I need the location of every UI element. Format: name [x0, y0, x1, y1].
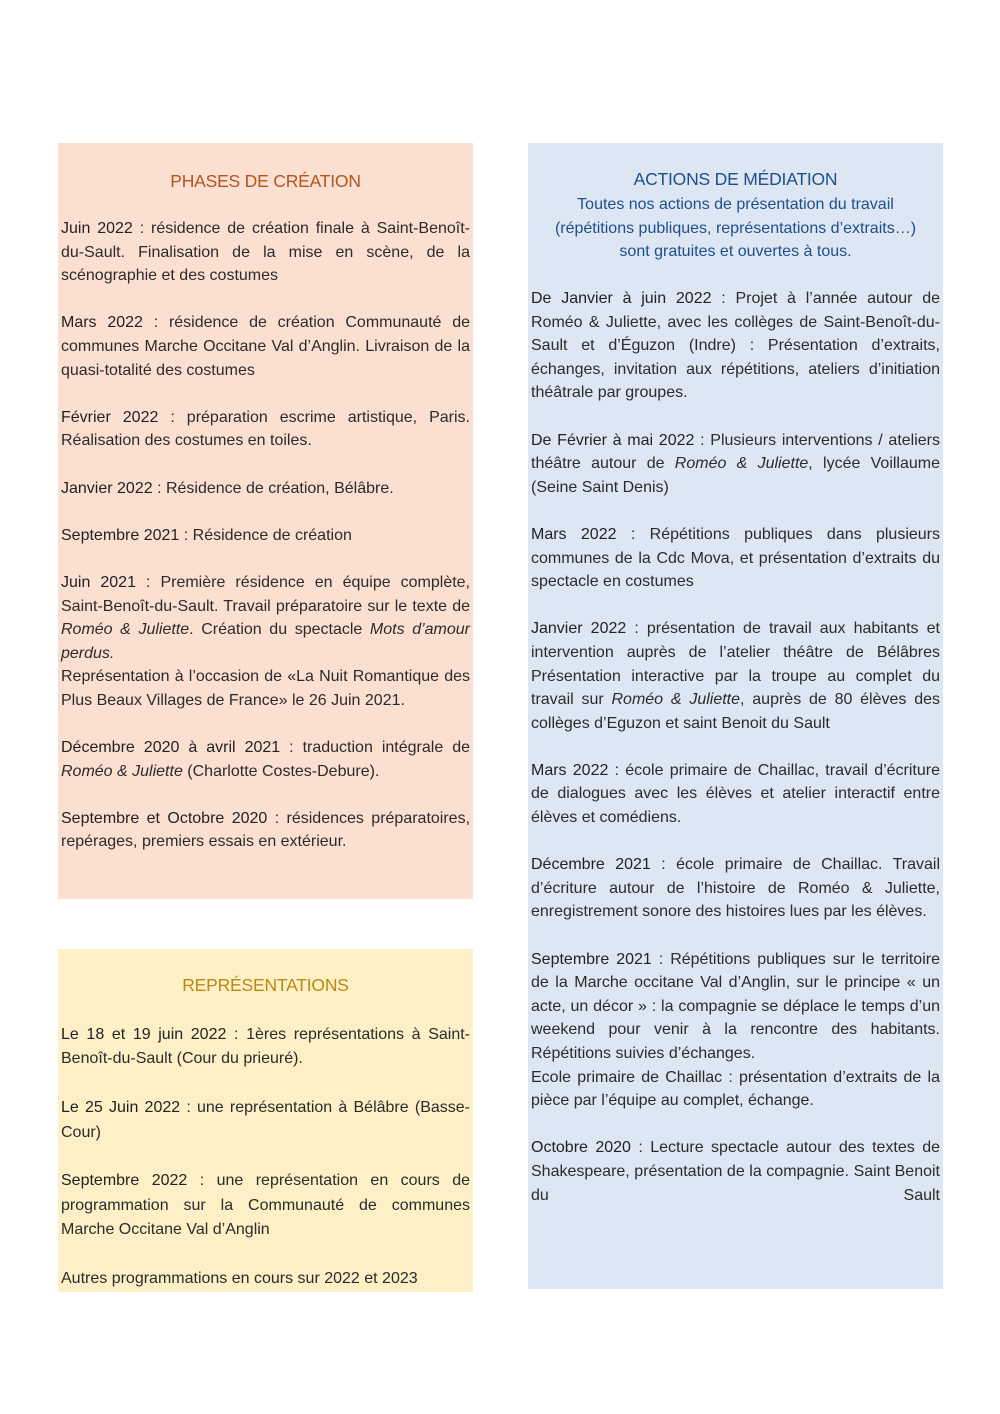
representations-title: REPRÉSENTATIONS: [182, 975, 349, 995]
representations-panel: [58, 949, 473, 1292]
creation-phases-panel: [58, 143, 473, 899]
mediation-entry: De Janvier à juin 2022 : Projet à l’année autour de Roméo & Juliette, avec les collèges de Saint-Benoît-du-Sault et d’Éguzon (Indre) : Présentation d’extraits, échanges, invitation aux répétitions, ateliers d’initiation théâtrale par groupes.: [531, 290, 940, 402]
mediation-entries: [531, 287, 940, 1231]
mediation-subtitle: Toutes nos actions de présentation du travail (répétitions publiques, représentations d’extraits…) sont gratuites et ouvertes à tous.: [554, 196, 917, 260]
creation-entry: Septembre 2021 : Résidence de création: [61, 526, 352, 544]
creation-entries: [61, 217, 470, 878]
mediation-entry: Octobre 2020 : Lecture spectacle autour des textes de Shakespeare, présentation de la compagnie. Saint Benoit du Sault: [531, 1139, 940, 1204]
creation-entry-continuation: Représentation à l’occasion de «La Nuit Romantique des Plus Beaux Villages de France» le 26 Juin 2021.: [61, 668, 470, 709]
mediation-entry-continuation: Ecole primaire de Chaillac : présentation d’extraits de la pièce par l’équipe au complet, échange.: [531, 1068, 940, 1110]
representation-entry: Septembre 2022 : une représentation en cours de programmation sur la Communauté de communes Marche Occitane Val d’Anglin: [61, 1172, 470, 1239]
mediation-entry: Mars 2022 : Répétitions publiques dans plusieurs communes de la Cdc Mova, et présentation d’extraits du spectacle en costumes: [531, 525, 941, 591]
representation-entry: Autres programmations en cours sur 2022 et 2023: [61, 1270, 418, 1288]
creation-entry: Février 2022 : préparation escrime artistique, Paris. Réalisation des costumes en toiles.: [61, 408, 470, 450]
representations-entries: [61, 1023, 470, 1316]
mediation-entry: Décembre 2021 : école primaire de Chaillac. Travail d’écriture autour de l’histoire de Roméo & Juliette, enregistrement sonore des histoires lues par les élèves.: [531, 856, 941, 921]
creation-title: PHASES DE CRÉATION: [170, 171, 361, 191]
mediation-panel: [528, 143, 943, 1289]
creation-entry: Juin 2022 : résidence de création finale à Saint-Benoît-du-Sault. Finalisation de la mise en scène, de la scénographie et des costumes: [61, 220, 471, 285]
mediation-entry: De Février à mai 2022 : Plusieurs interventions / ateliers théâtre autour de Roméo & Juliette, lycée Voillaume (Seine Saint Denis): [531, 431, 941, 496]
representation-entry: Le 18 et 19 juin 2022 : 1ères représentations à Saint-Benoît-du-Sault (Cour du prieuré).: [61, 1026, 470, 1068]
representation-entry: Le 25 Juin 2022 : une représentation à Bélâbre (Basse-Cour): [61, 1099, 470, 1141]
creation-entry: Juin 2021 : Première résidence en équipe complète, Saint-Benoît-du-Sault. Travail préparatoire sur le texte de Roméo & Juliette. Création du spectacle Mots d’amour perdus.: [61, 573, 471, 662]
mediation-title: ACTIONS DE MÉDIATION: [633, 169, 838, 189]
creation-entry: Décembre 2020 à avril 2021 : traduction intégrale de Roméo & Juliette (Charlotte Costes-Debure).: [61, 739, 470, 780]
creation-entry: Janvier 2022 : Résidence de création, Bélâbre.: [61, 479, 394, 497]
mediation-entry: Janvier 2022 : présentation de travail aux habitants et intervention auprès de l’atelier théâtre de Bélâbres Présentation interactive par la troupe au complet du travail sur Roméo & Juliette, auprès de 80 élèves des collèges d’Eguzon et saint Benoit du Sault: [531, 620, 941, 732]
creation-entry: Mars 2022 : résidence de création Communauté de communes Marche Occitane Val d’Anglin. Livraison de la quasi-totalité des costumes: [61, 314, 471, 379]
mediation-entry: Mars 2022 : école primaire de Chaillac, travail d’écriture de dialogues avec les élèves et atelier interactif entre élèves et comédiens.: [531, 761, 941, 827]
mediation-entry: Septembre 2021 : Répétitions publiques sur le territoire de la Marche occitane Val d’Anglin, sur le principe « un acte, un décor » : la compagnie se déplace le temps d’un weekend pour venir à la rencontre des habitants. Répétitions suivies d’échanges.: [531, 950, 940, 1062]
creation-entry: Septembre et Octobre 2020 : résidences préparatoires, repérages, premiers essais en extérieur.: [61, 809, 471, 851]
